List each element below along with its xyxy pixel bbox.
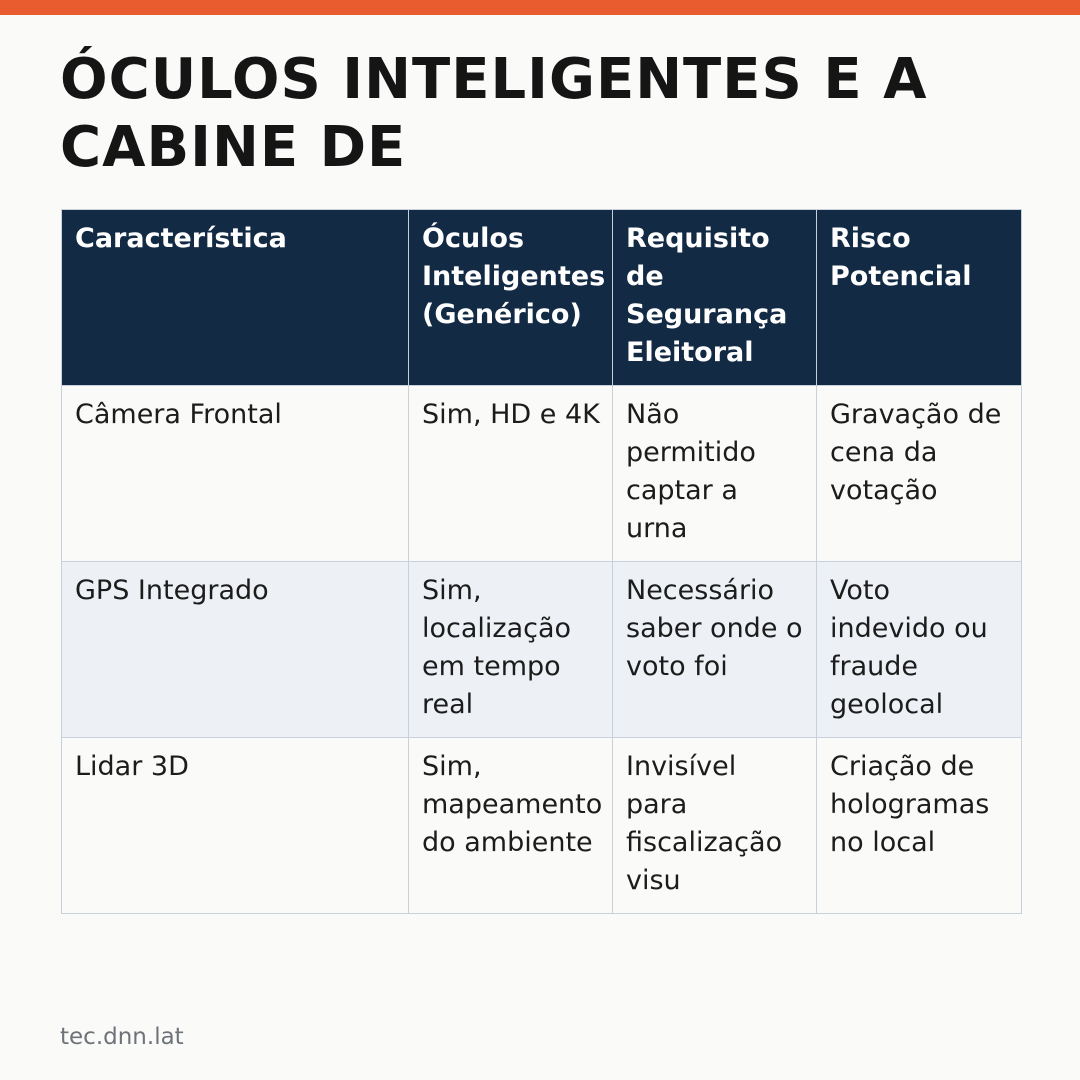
column-header-requisito: Requisito de Segurança Eleitoral <box>613 210 817 386</box>
table-row <box>62 738 1022 914</box>
table-cell: Não permitido captar a urna <box>613 386 817 562</box>
column-header-caracteristica: Característica <box>62 210 409 386</box>
table-cell: Sim, mapeamento do ambiente <box>409 738 613 914</box>
table-row <box>62 386 1022 562</box>
page-title: ÓCULOS INTELIGENTES E A CABINE DE <box>60 47 928 180</box>
table-cell: Gravação de cena da votação <box>817 386 1022 562</box>
footer-source: tec.dnn.lat <box>60 1024 184 1050</box>
table-cell: Sim, localização em tempo real <box>409 562 613 738</box>
table-cell: Câmera Frontal <box>62 386 409 562</box>
table-cell: Voto indevido ou fraude geolocal <box>817 562 1022 738</box>
top-accent-bar <box>0 0 1080 15</box>
table-row <box>62 562 1022 738</box>
table-cell: GPS Integrado <box>62 562 409 738</box>
column-header-risco: Risco Potencial <box>817 210 1022 386</box>
table-header-row <box>62 210 1022 386</box>
table-cell: Invisível para fiscalização visu <box>613 738 817 914</box>
table-cell: Sim, HD e 4K <box>409 386 613 562</box>
table-cell: Criação de hologramas no local <box>817 738 1022 914</box>
table-cell: Necessário saber onde o voto foi <box>613 562 817 738</box>
comparison-table <box>61 209 1022 914</box>
table-cell: Lidar 3D <box>62 738 409 914</box>
column-header-oculos: Óculos Inteligentes (Genérico) <box>409 210 613 386</box>
